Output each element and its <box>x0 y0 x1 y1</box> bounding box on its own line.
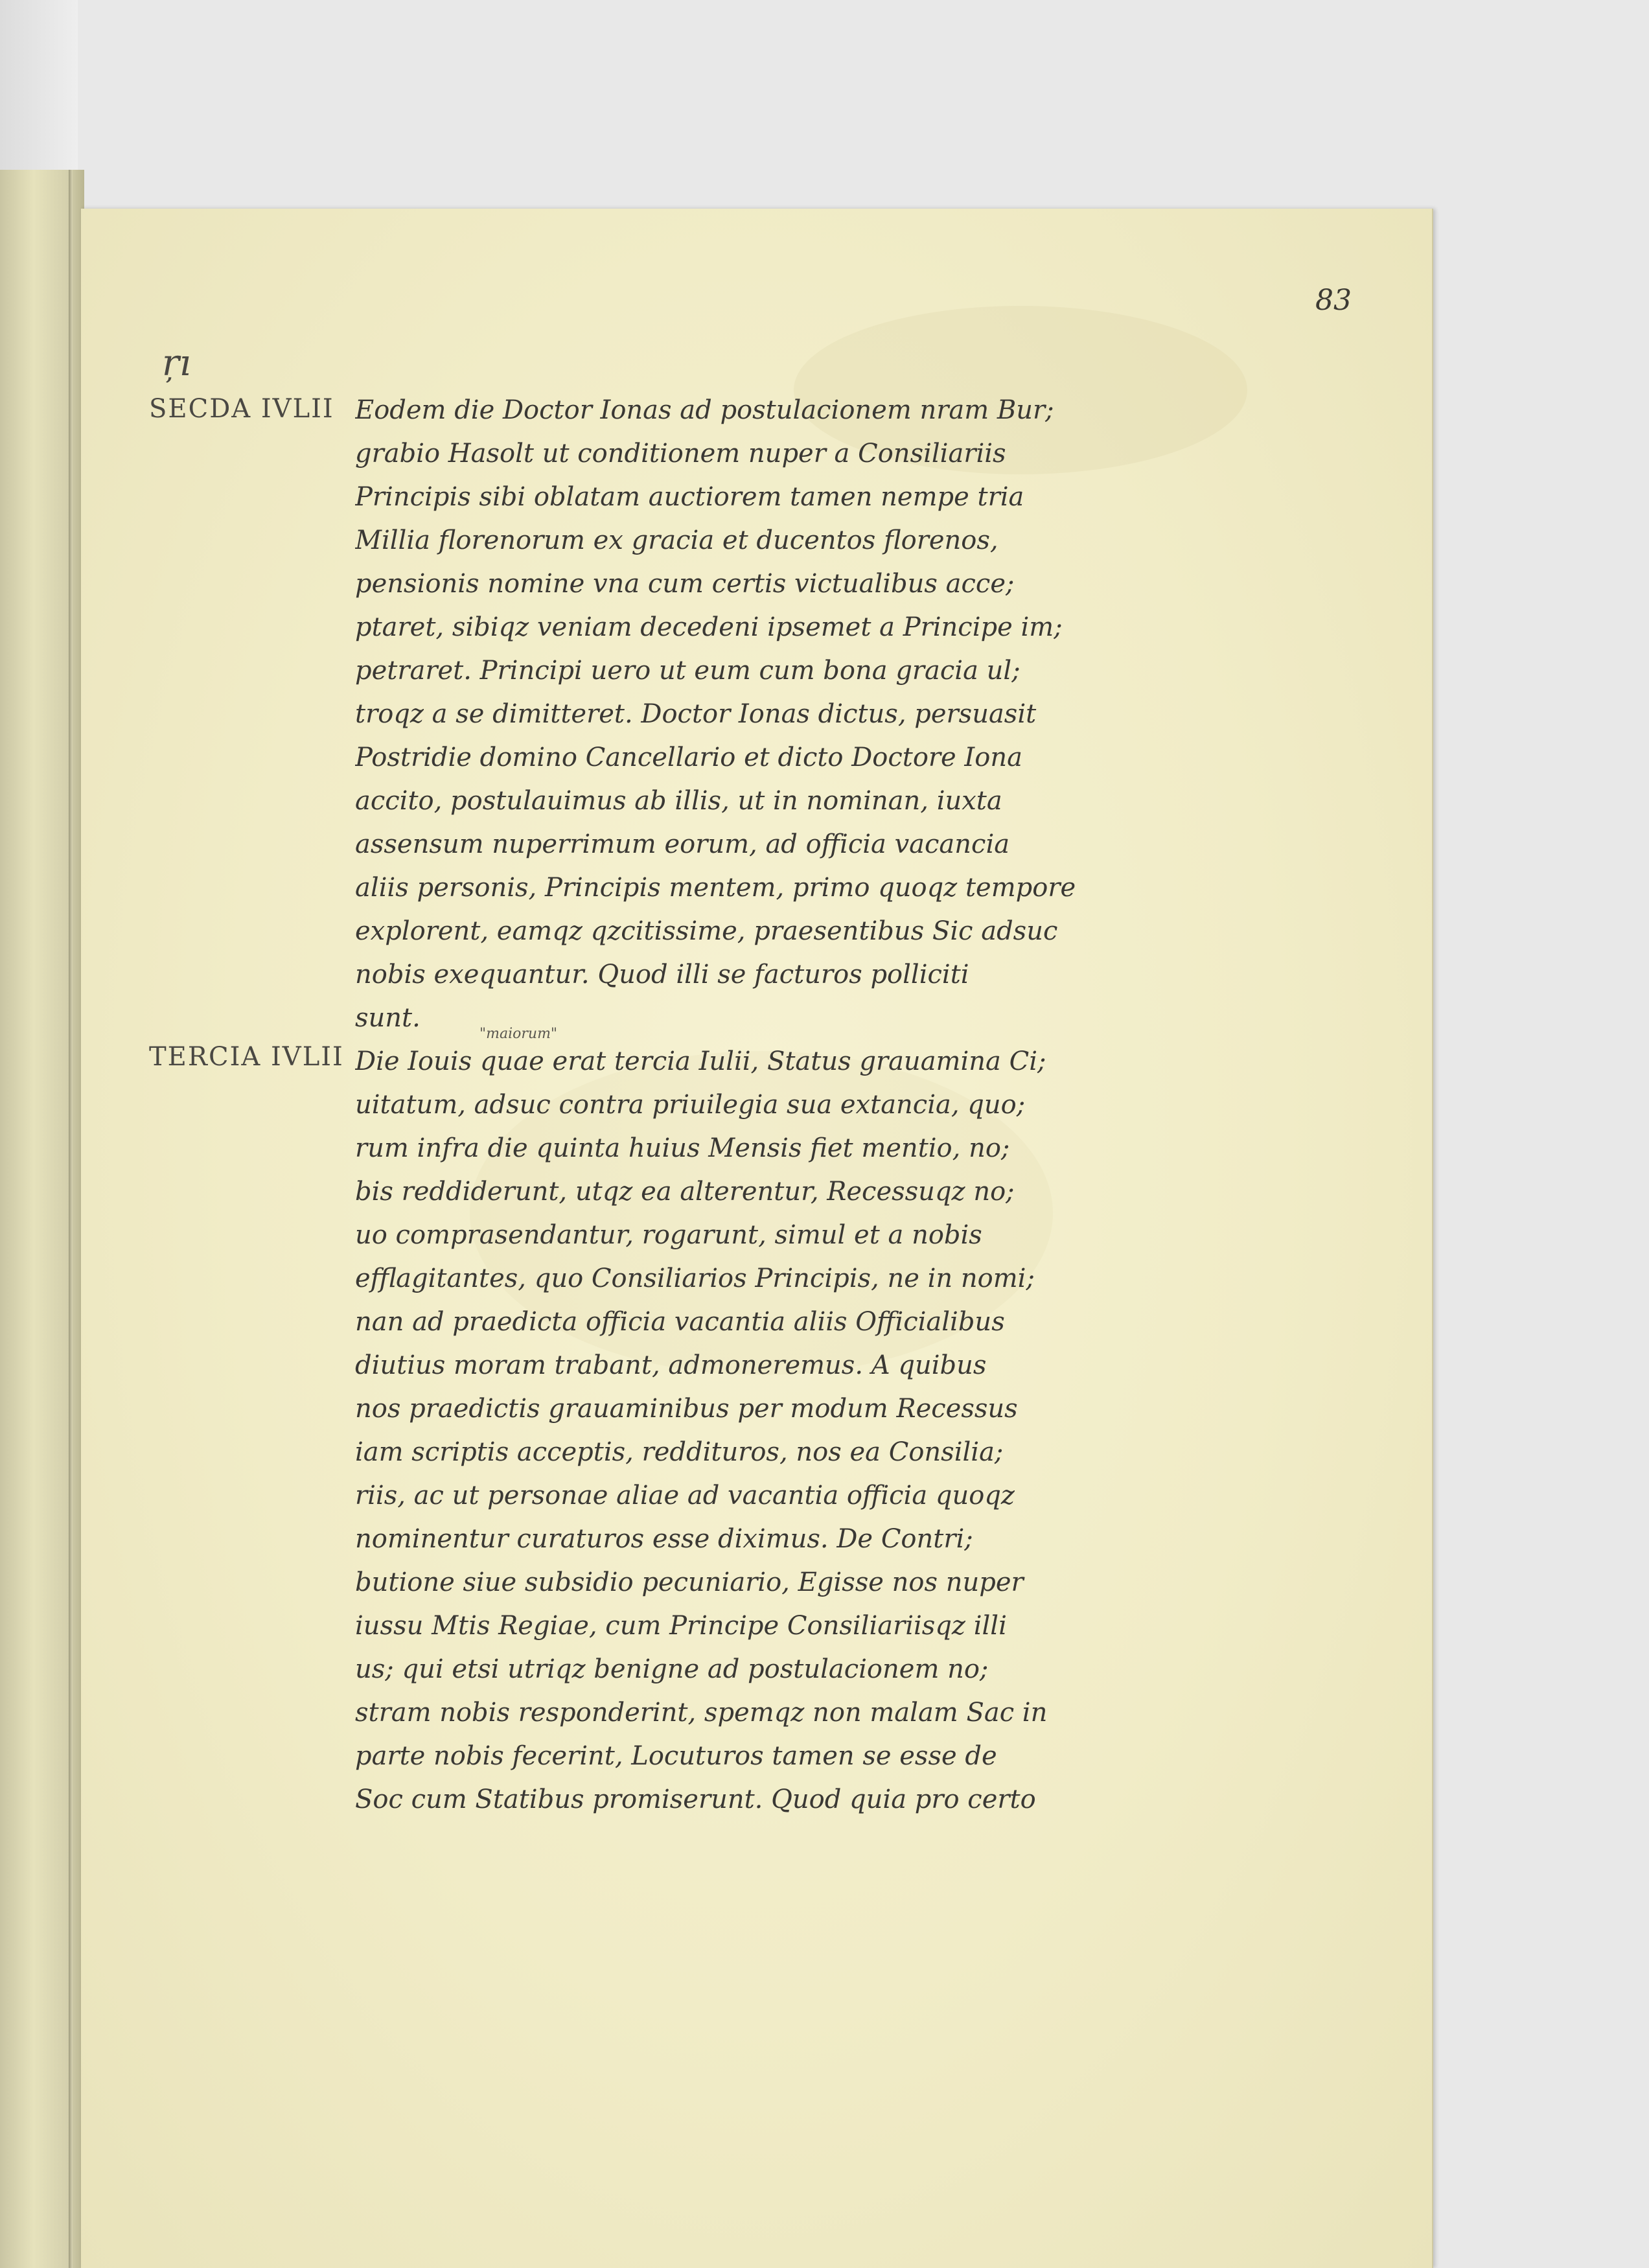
book-edge <box>0 0 78 170</box>
text-line: butione siue subsidio pecuniario, Egisse nos nuper <box>355 1568 1024 1597</box>
text-line: efflagitantes, quo Consiliarios Principis, ne in nomi; <box>355 1264 1035 1293</box>
text-line: grabio Hasolt ut conditionem nuper a Consiliariis <box>355 439 1006 469</box>
text-line: ptaret, sibiqz veniam decedeni ipsemet a Principe im; <box>355 612 1063 642</box>
text-line: troqz a se dimitteret. Doctor Ionas dictus, persuasit <box>355 699 1037 729</box>
text-line: bis reddiderunt, utqz ea alterentur, Recessuqz no; <box>355 1177 1015 1207</box>
margin-note-tercia-iulii: TERCIA IVLII <box>149 1042 344 1072</box>
text-line: diutius moram trabant, admoneremus. A quibus <box>355 1350 987 1380</box>
book-spine <box>69 170 73 2268</box>
folio-number: 83 <box>1315 284 1352 317</box>
text-line: Soc cum Statibus promiserunt. Quod quia pro certo <box>355 1785 1036 1814</box>
manuscript-text <box>355 389 1418 1822</box>
interlinear-note: "maiorum" <box>479 1026 558 1042</box>
text-line: Eodem die Doctor Ionas ad postulacionem nram Bur; <box>355 395 1054 425</box>
text-line: sunt. <box>355 1003 421 1033</box>
text-line: nan ad praedicta officia vacantia aliis Officialibus <box>355 1307 1005 1337</box>
text-line: stram nobis responderint, spemqz non malam Sac in <box>355 1698 1048 1728</box>
margin-mark: ŗı <box>162 342 191 384</box>
text-line: petraret. Principi uero ut eum cum bona gracia ul; <box>355 656 1021 686</box>
text-line: uitatum, adsuc contra priuilegia sua extancia, quo; <box>355 1090 1026 1120</box>
text-line: us; qui etsi utriqz benigne ad postulacionem no; <box>355 1654 989 1684</box>
text-line: nobis exequantur. Quod illi se facturos polliciti <box>355 960 969 989</box>
text-line: nos praedictis grauaminibus per modum Recessus <box>355 1394 1018 1424</box>
text-line: nominentur curaturos esse diximus. De Contri; <box>355 1524 973 1554</box>
text-line: uo comprasendantur, rogarunt, simul et a nobis <box>355 1220 982 1250</box>
text-line: rum infra die quinta huius Mensis fiet mentio, no; <box>355 1133 1010 1163</box>
text-line: assensum nuperrimum eorum, ad officia vacancia <box>355 829 1010 859</box>
text-line: Postridie domino Cancellario et dicto Doctore Iona <box>355 743 1022 772</box>
text-line: accito, postulauimus ab illis, ut in nominan, iuxta <box>355 786 1002 816</box>
text-line: riis, ac ut personae aliae ad vacantia officia quoqz <box>355 1481 1015 1510</box>
text-line: Millia florenorum ex gracia et ducentos florenos, <box>355 526 998 555</box>
margin-note-secunda-iulii: SECDA IVLII <box>149 394 334 424</box>
text-line: iussu Mtis Regiae, cum Principe Consiliariisqz illi <box>355 1611 1007 1641</box>
text-line: aliis personis, Principis mentem, primo quoqz tempore <box>355 873 1076 903</box>
text-line: explorent, eamqz qzcitissime, praesentibus Sic adsuc <box>355 916 1058 946</box>
text-line: pensionis nomine vna cum certis victualibus acce; <box>355 569 1015 599</box>
text-line: iam scriptis acceptis, reddituros, nos ea Consilia; <box>355 1437 1004 1467</box>
text-line: Principis sibi oblatam auctiorem tamen nempe tria <box>355 482 1024 512</box>
text-line: Die Iouis quae erat tercia Iulii, Status grauamina Ci; <box>355 1047 1046 1076</box>
text-line: parte nobis fecerint, Locuturos tamen se esse de <box>355 1741 997 1771</box>
